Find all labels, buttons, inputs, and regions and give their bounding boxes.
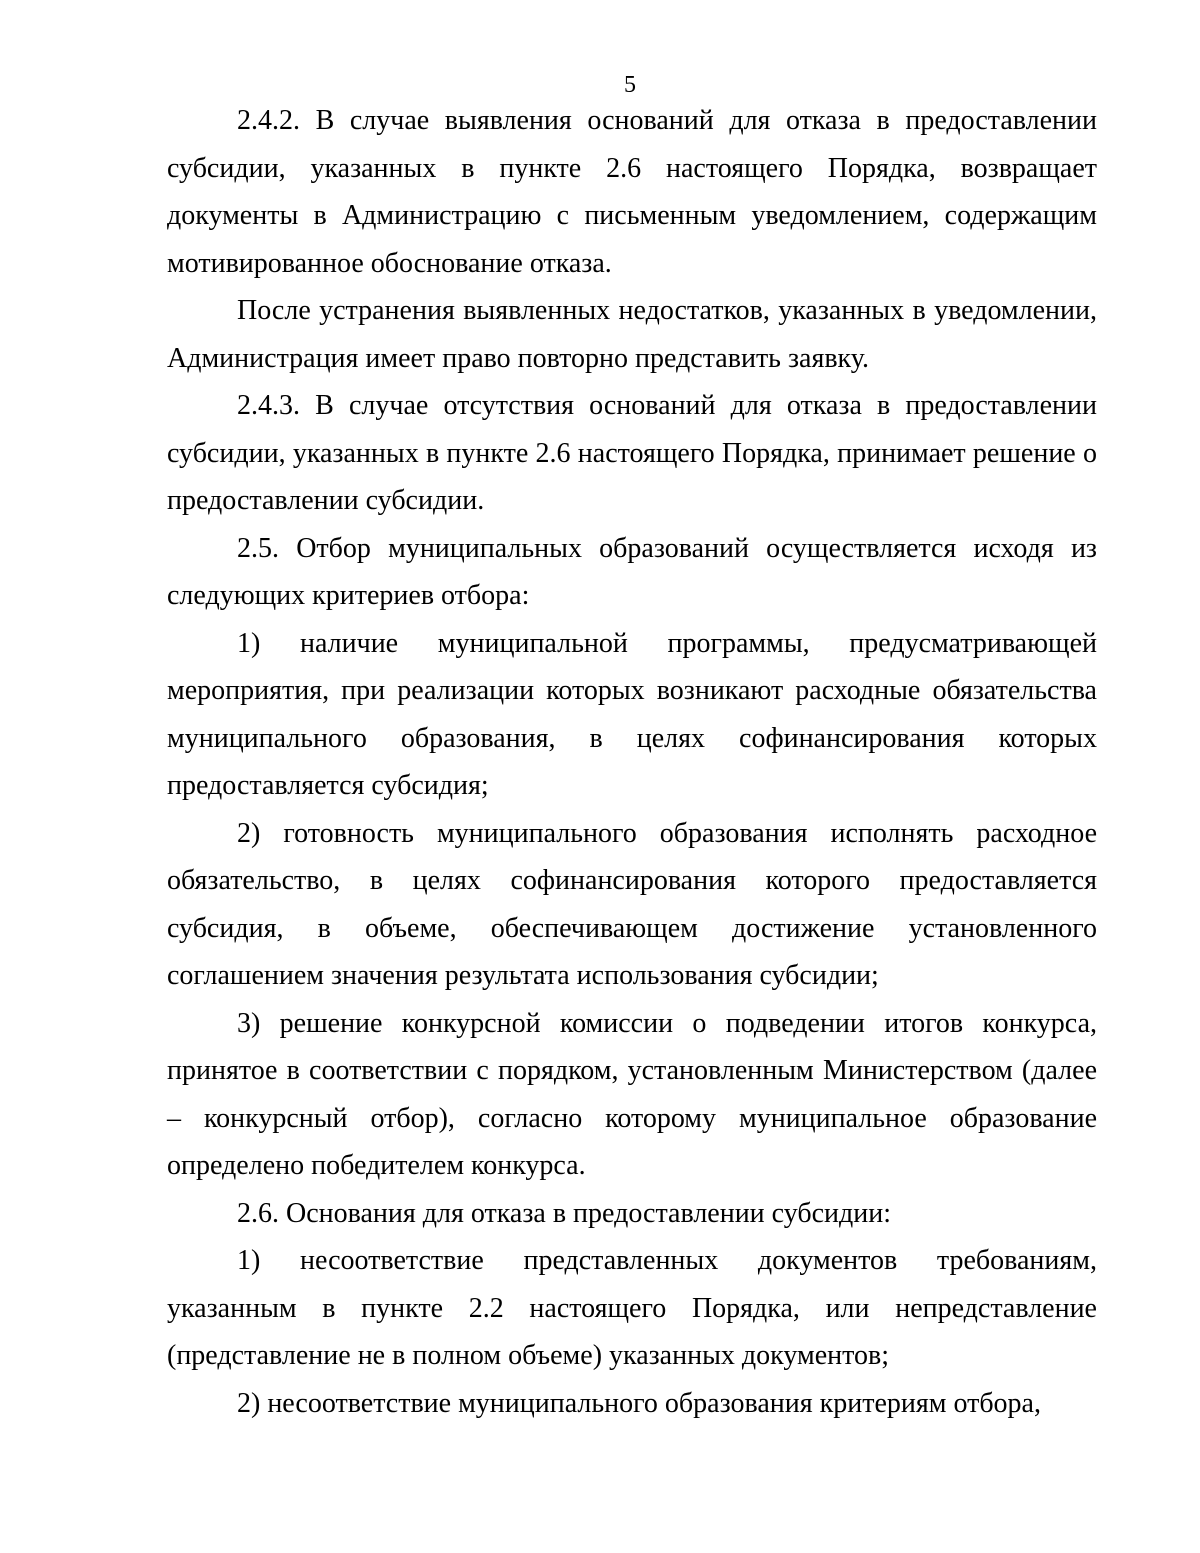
paragraph-2-4-2: 2.4.2. В случае выявления оснований для отказа в предоставлении субсидии, указанных в пункте 2.6 настоящего Порядка, возвращает документы в Администрацию с письменным уведомлением, содержащим мотивированное обоснование отказа. [167,105,1097,279]
paragraph-2-6: 2.6. Основания для отказа в предоставлении субсидии: [237,1197,892,1229]
paragraph-2-4-3: 2.4.3. В случае отсутствия оснований для отказа в предоставлении субсидии, указанных в пункте 2.6 настоящего Порядка, принимает решение о предоставлении субсидии. [167,390,1097,516]
paragraph-2-5: 2.5. Отбор муниципальных образований осуществляется исходя из следующих критериев отбора: [167,532,1097,611]
page-number: 5 [624,72,636,98]
refusal-ground-2: 2) несоответствие муниципального образования критериям отбора, [237,1387,1041,1419]
criterion-3: 3) решение конкурсной комиссии о подведении итогов конкурса, принятое в соответствии с порядком, установленным Министерством (далее – конкурсный отбор), согласно которому муниципальное образование определено победителем конкурса. [167,1007,1097,1181]
paragraph-after-elimination: После устранения выявленных недостатков, указанных в уведомлении, Администрация имеет право повторно представить заявку. [167,295,1097,374]
refusal-ground-1: 1) несоответствие представленных документов требованиям, указанным в пункте 2.2 настоящего Порядка, или непредставление (представление не в полном объеме) указанных документов; [167,1245,1097,1371]
document-body [167,97,1097,1427]
criterion-2: 2) готовность муниципального образования исполнять расходное обязательство, в целях софинансирования которого предоставляется субсидия, в объеме, обеспечивающем достижение установленного соглашением значения результата использования субсидии; [167,817,1097,991]
criterion-1: 1) наличие муниципальной программы, предусматривающей мероприятия, при реализации которых возникают расходные обязательства муниципального образования, в целях софинансирования которых предоставляется субсидия; [167,627,1097,801]
